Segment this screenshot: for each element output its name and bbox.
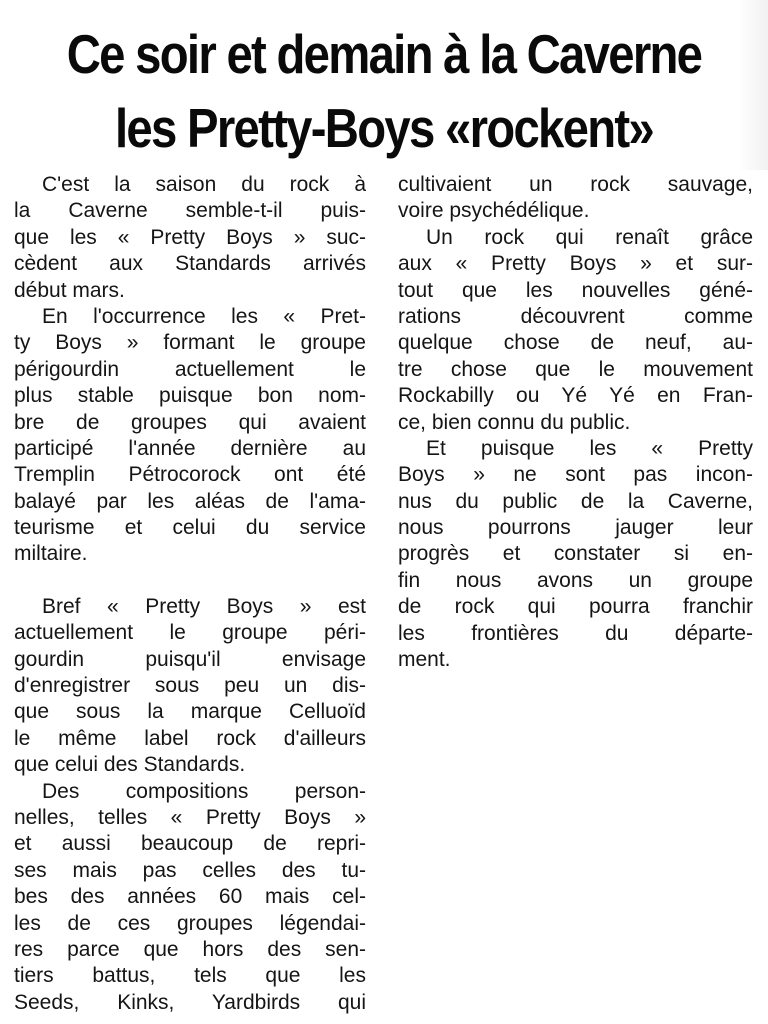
right-column-text-line: rations découvrent comme xyxy=(398,304,753,328)
paper-smudge xyxy=(738,0,768,170)
paragraph-gap xyxy=(14,568,366,594)
right-column-text-line: les frontières du départe- xyxy=(398,621,753,645)
right-column-text-line: cultivaient un rock sauvage, xyxy=(398,173,753,196)
right-column-text-line: progrès et constater si en- xyxy=(398,542,753,566)
left-column-text-line: Des compositions person- xyxy=(42,779,366,803)
left-column-text-line: En l'occurrence les « Pret- xyxy=(42,304,366,328)
article-column-right xyxy=(398,172,753,673)
right-column-text-line: aux « Pretty Boys » et sur- xyxy=(398,252,753,276)
left-column-text-line: tiers battus, tels que les xyxy=(14,964,366,988)
right-column-text-line: Rockabilly ou Yé Yé en Fran- xyxy=(398,384,753,408)
left-column-text-line: Tremplin Pétrocorock ont été xyxy=(14,463,366,487)
left-column-text-line: teurisme et celui du service xyxy=(14,516,366,540)
left-column-text-line: ty Boys » formant le groupe xyxy=(14,331,366,355)
left-column-text-line: d'enregistrer sous peu un dis- xyxy=(14,674,366,698)
left-column-text-line: participé l'année dernière au xyxy=(14,436,366,460)
left-column-text-line: plus stable puisque bon nom- xyxy=(14,384,366,408)
right-column-text-line: ment. xyxy=(398,648,451,672)
headline-line-2: les Pretty-Boys «rockent» xyxy=(114,97,653,159)
left-column-text-line: début mars. xyxy=(14,278,125,302)
right-column-text-line: tre chose que le mouvement xyxy=(398,357,753,381)
left-column-text-line: nelles, telles « Pretty Boys » xyxy=(14,805,366,829)
right-column-text-line: nus du public de la Caverne, xyxy=(398,489,753,513)
headline-line-1: Ce soir et demain à la Caverne xyxy=(66,23,702,85)
left-column-text-line: gourdin puisqu'il envisage xyxy=(14,647,366,671)
left-column-text-line: la Caverne semble-t-il puis- xyxy=(14,199,366,223)
left-column-text-line: balayé par les aléas de l'ama- xyxy=(14,489,366,513)
left-column-text-line: C'est la saison du rock à xyxy=(42,173,366,196)
left-column-text-line: et aussi beaucoup de repri- xyxy=(14,832,366,856)
right-column-text-line: nous pourrons jauger leur xyxy=(398,516,753,540)
left-column-text-line: que sous la marque Celluoïd xyxy=(14,700,366,724)
right-column-text-line: quelque chose de neuf, au- xyxy=(398,331,753,355)
left-column-text-line: le même label rock d'ailleurs xyxy=(14,726,366,750)
left-column-text-line: les de ces groupes légendai- xyxy=(14,911,366,935)
right-column-text-line: fin nous avons un groupe xyxy=(398,568,753,592)
left-column-text-line: que les « Pretty Boys » suc- xyxy=(14,225,366,249)
left-column-text-line: que celui des Standards. xyxy=(14,753,246,777)
left-column-text-line: ses mais pas celles des tu- xyxy=(14,858,366,882)
left-column-text-line: Bref « Pretty Boys » est xyxy=(42,594,366,618)
right-column-text-line: Et puisque les « Pretty xyxy=(426,436,753,460)
left-column-text-line: cèdent aux Standards arrivés xyxy=(14,252,366,276)
left-column-text-line: actuellement le groupe péri- xyxy=(14,621,366,645)
left-column-text-line: Seeds, Kinks, Yardbirds qui xyxy=(14,990,366,1014)
article-column-left xyxy=(14,172,366,1016)
left-column-text-line: miltaire. xyxy=(14,542,88,566)
right-column-text-line: de rock qui pourra franchir xyxy=(398,595,753,619)
left-column-text-line: res parce que hors des sen- xyxy=(14,937,366,961)
right-column-text-line: ce, bien connu du public. xyxy=(398,410,631,434)
left-column-text-line: bre de groupes qui avaient xyxy=(14,410,366,434)
right-column-text-line: voire psychédélique. xyxy=(398,199,590,223)
left-column-text-line: bes des années 60 mais cel- xyxy=(14,885,366,909)
left-column-text-line: périgourdin actuellement le xyxy=(14,357,366,381)
right-column-text-line: Boys » ne sont pas incon- xyxy=(398,463,753,487)
right-column-text-line: Un rock qui renaît grâce xyxy=(426,225,753,249)
right-column-text-line: tout que les nouvelles géné- xyxy=(398,278,753,302)
